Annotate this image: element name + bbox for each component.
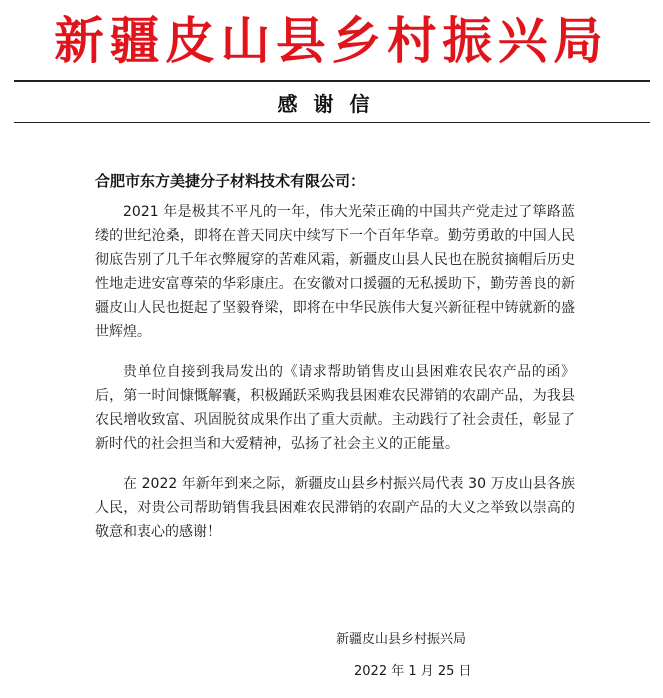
- letterhead-divider-top: [14, 80, 650, 82]
- letter-paragraph-3: 在 2022 年新年到来之际，新疆皮山县乡村振兴局代表 30 万皮山县各族人民，对贵公司帮助销售我县困难农民滞销的农副产品的大义之举致以崇高的敬意和衷心的感谢！: [95, 476, 575, 540]
- letter-signature: 新疆皮山县乡村振兴局: [336, 632, 467, 647]
- letter-addressee: 合肥市东方美捷分子材料技术有限公司：: [95, 172, 366, 190]
- letterhead-org-name: 新疆皮山县乡村振兴局: [54, 11, 609, 70]
- letter-body: [95, 200, 575, 560]
- letterhead-divider-bottom: [14, 122, 650, 123]
- document-title: 感谢信: [277, 92, 386, 116]
- letter-paragraph-2: 贵单位自接到我局发出的《请求帮助销售皮山县困难农民农产品的函》后，第一时间慷慨解囊，积极踊跃采购我县困难农民滞销的农副产品，为我县农民增收致富、巩固脱贫成果作出了重大贡献。主动践行了社会责任，彰显了新时代的社会担当和大爱精神，弘扬了社会主义的正能量。: [95, 364, 575, 452]
- letter-date: 2022 年 1 月 25 日: [354, 664, 472, 679]
- letter-paragraph-1: 2021 年是极其不平凡的一年，伟大光荣正确的中国共产党走过了筚路蓝缕的世纪沧桑，即将在普天同庆中续写下一个百年华章。勤劳勇敢的中国人民彻底告别了几千年衣弊履穿的苦难风霜，新疆皮山县人民也在脱贫摘帽后历史性地走进安富尊荣的华彩康庄。在安徽对口援疆的无私援助下，勤劳善良的新疆皮山人民也挺起了坚毅脊梁，即将在中华民族伟大复兴新征程中铸就新的盛世辉煌。: [95, 204, 575, 340]
